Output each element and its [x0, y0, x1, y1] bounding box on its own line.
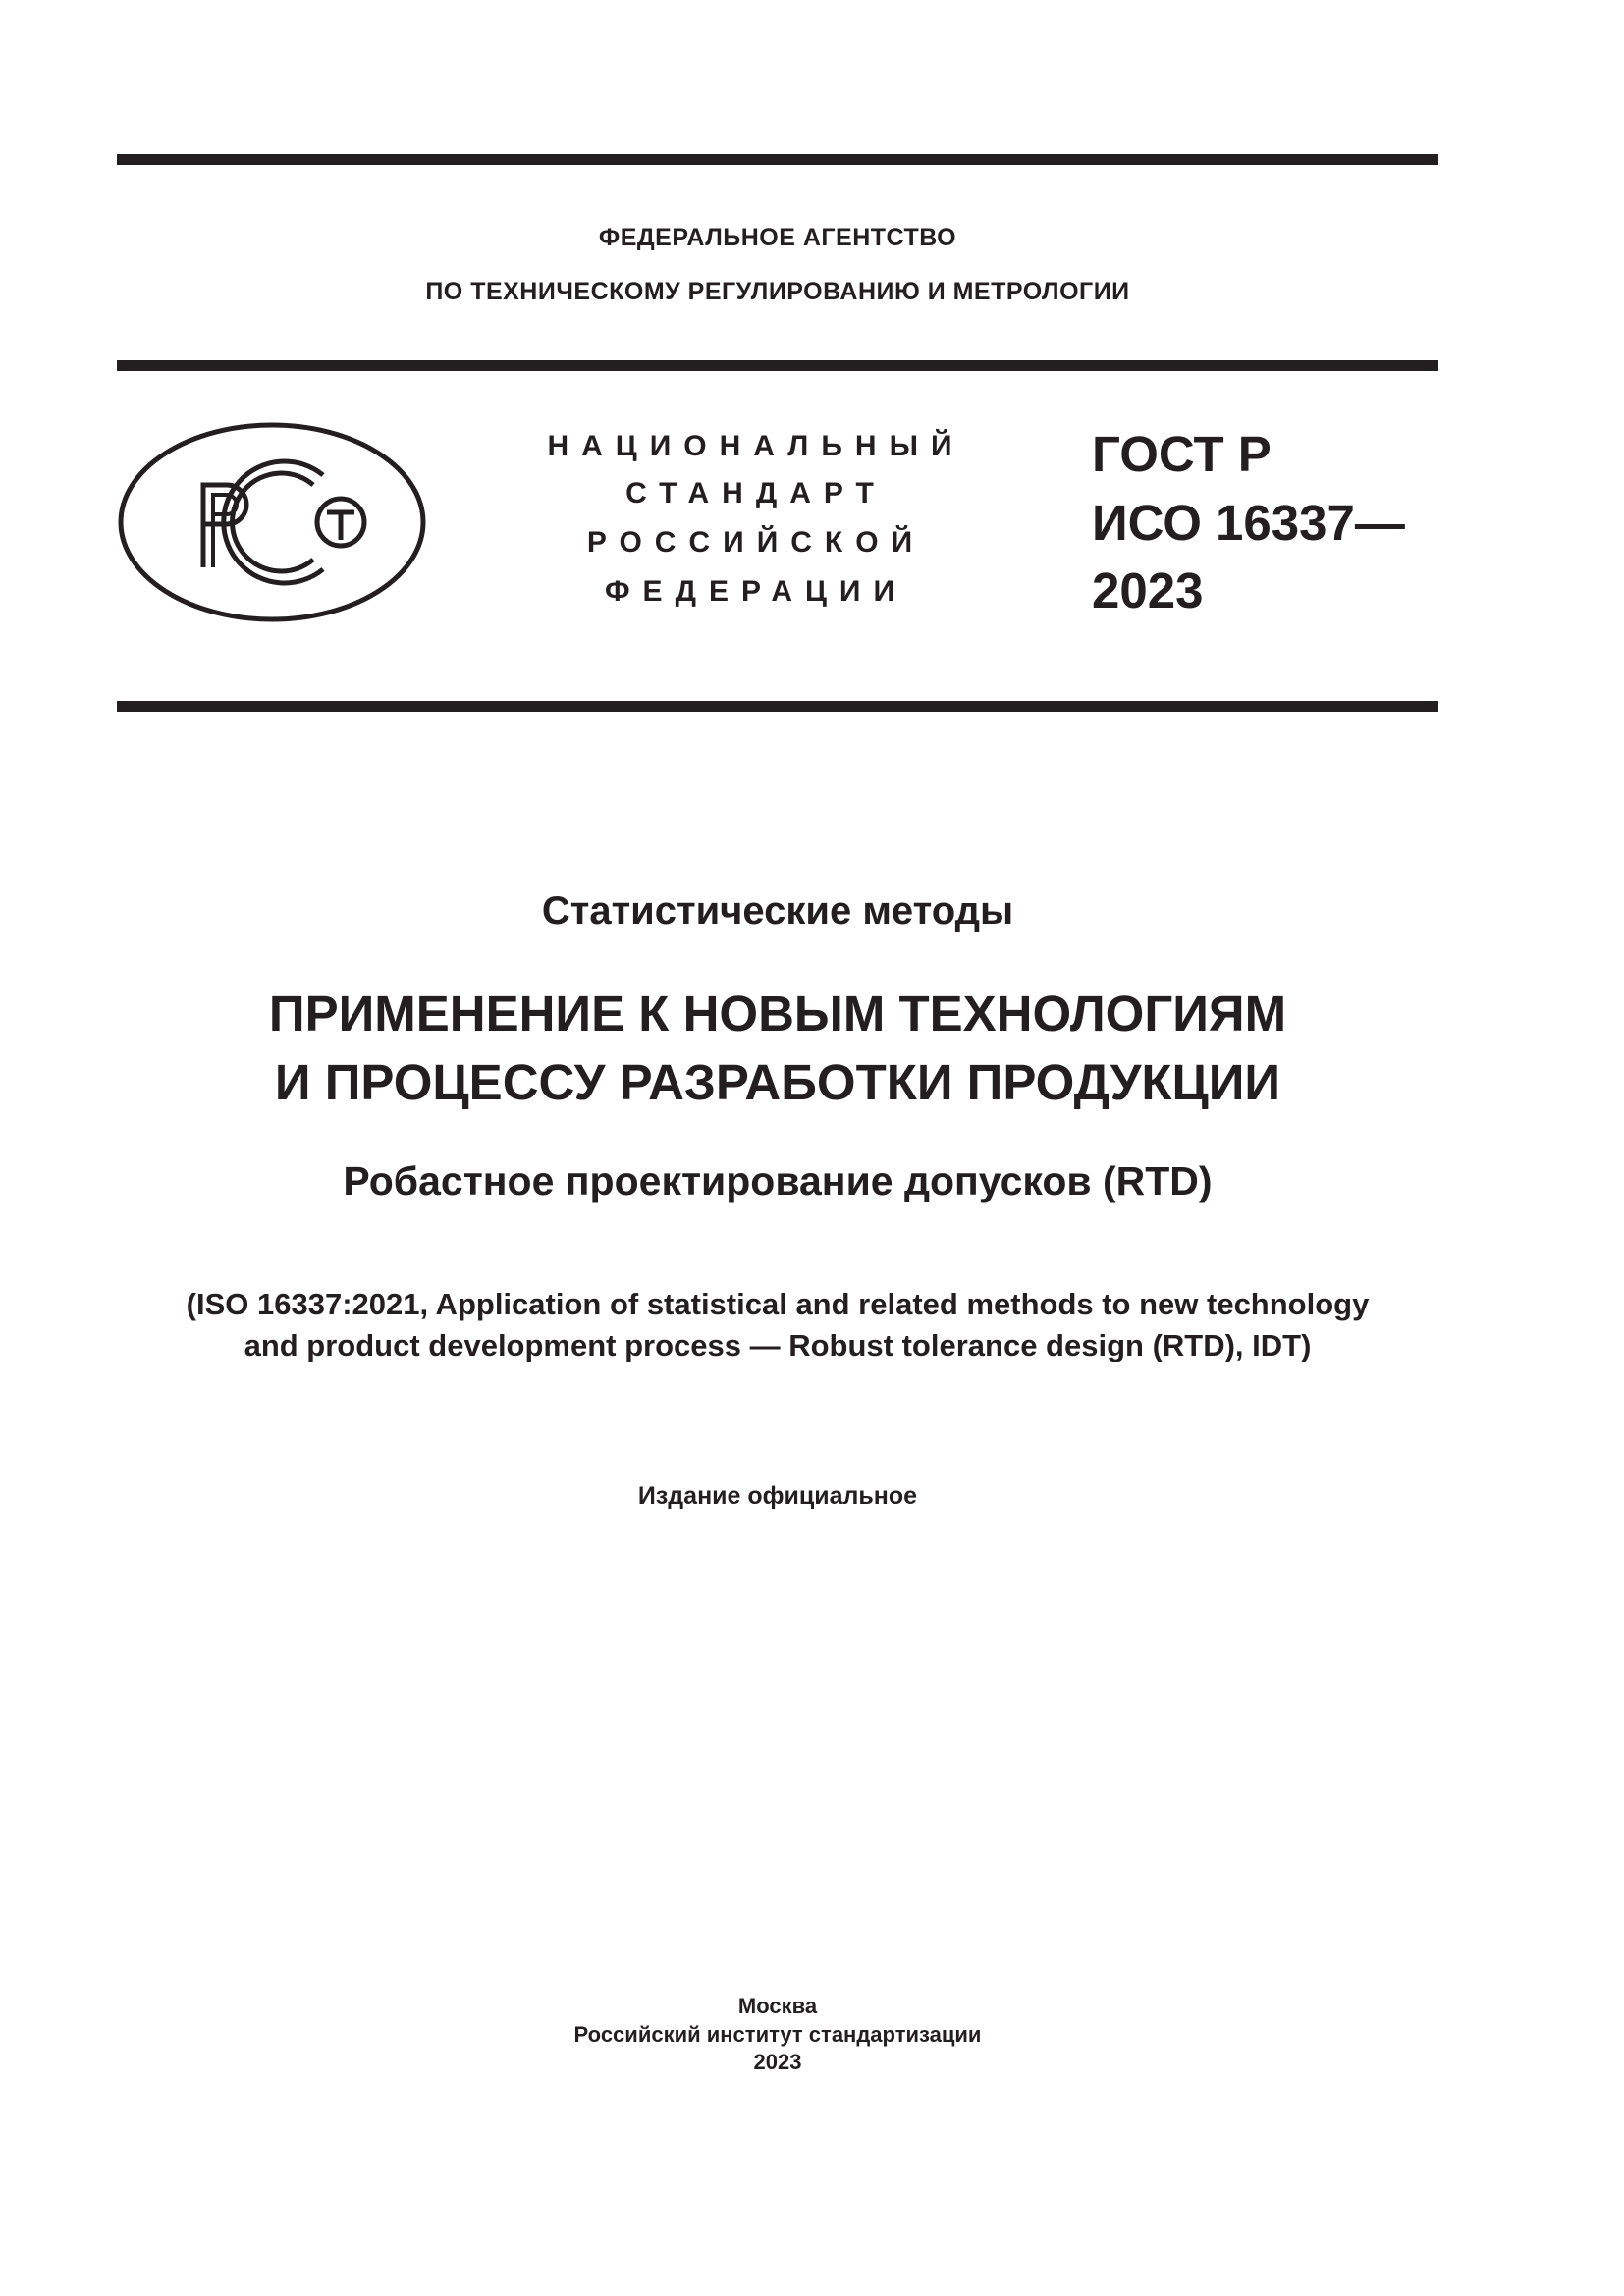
- standard-type-line4: ФЕДЕРАЦИИ: [604, 575, 908, 608]
- middle-divider: [117, 360, 1438, 371]
- agency-name-line1: ФЕДЕРАЛЬНОЕ АГЕНТСТВО: [598, 224, 957, 251]
- iso-reference-line2: and product development process — Robust tolerance design (RTD), IDT): [244, 1328, 1312, 1362]
- publisher-city: Москва: [737, 1994, 818, 2018]
- rst-logo-icon: [117, 420, 428, 624]
- main-title-line2: И ПРОЦЕССУ РАЗРАБОТКИ ПРОДУКЦИИ: [274, 1054, 1281, 1110]
- edition-label: Издание официальное: [637, 1482, 918, 1510]
- iso-reference-line1: (ISO 16337:2021, Application of statistical and related methods to new technology: [186, 1287, 1370, 1321]
- bottom-divider: [117, 701, 1438, 712]
- standard-type-line2: СТАНДАРТ: [625, 477, 887, 509]
- top-divider: [117, 154, 1438, 165]
- title-category: Статистические методы: [541, 889, 1014, 933]
- designation-line2: ИСО 16337—: [1092, 495, 1405, 551]
- publisher-organization: Российский институт стандартизации: [573, 2022, 982, 2047]
- agency-name-line2: ПО ТЕХНИЧЕСКОМУ РЕГУЛИРОВАНИЮ И МЕТРОЛОГИИ: [425, 278, 1130, 305]
- main-title-line1: ПРИМЕНЕНИЕ К НОВЫМ ТЕХНОЛОГИЯМ: [268, 986, 1287, 1041]
- standard-type-line3: РОССИЙСКОЙ: [586, 526, 926, 559]
- standard-type-line1: НАЦИОНАЛЬНЫЙ: [547, 430, 965, 462]
- publisher-year: 2023: [753, 2050, 802, 2074]
- designation-line3: 2023: [1092, 562, 1204, 618]
- title-subtitle: Робастное проектирование допусков (RTD): [343, 1158, 1213, 1203]
- designation-line1: ГОСТ Р: [1092, 426, 1272, 482]
